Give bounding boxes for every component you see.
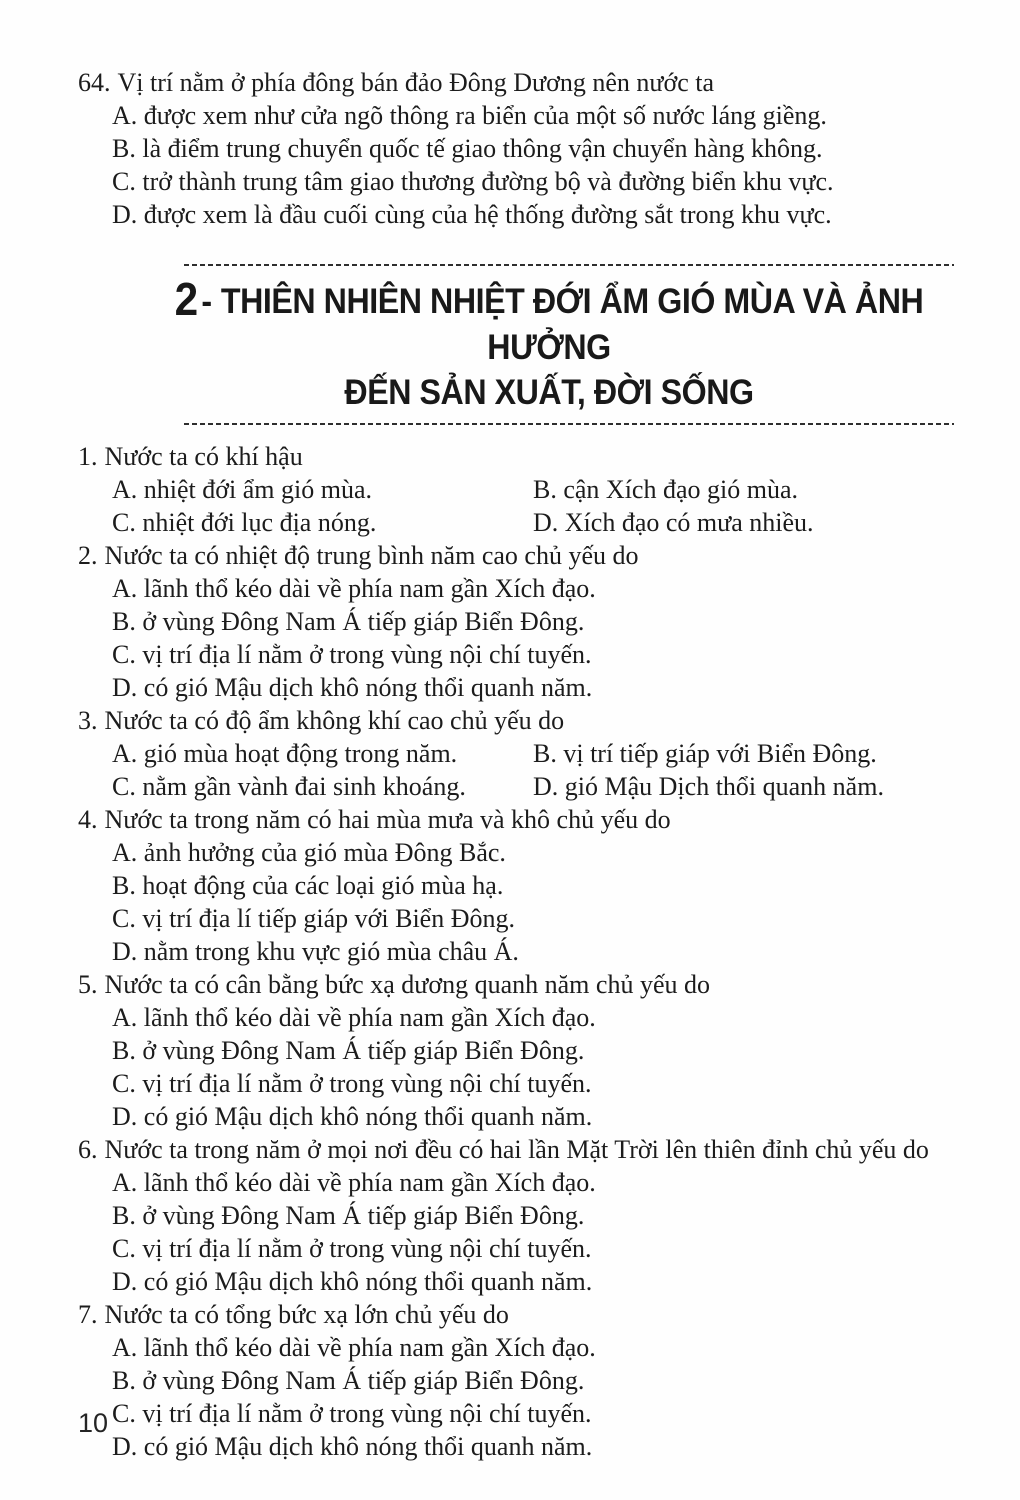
section-header [112, 266, 986, 423]
option-d: D. có gió Mậu dịch khô nóng thổi quanh năm. [112, 1432, 593, 1461]
question-text: Nước ta có độ ẩm không khí cao chủ yếu do [104, 706, 565, 735]
option-a: A. lãnh thổ kéo dài về phía nam gần Xích đạo. [112, 1003, 596, 1032]
option-b: B. ở vùng Đông Nam Á tiếp giáp Biển Đông. [112, 607, 585, 636]
question-stem [78, 1133, 986, 1166]
option-a: A. được xem như cửa ngõ thông ra biển của một số nước láng giềng. [112, 101, 827, 130]
answer-options [112, 1331, 986, 1463]
question-text: Nước ta có tổng bức xạ lớn chủ yếu do [104, 1300, 509, 1329]
option-c: C. vị trí địa lí nằm ở trong vùng nội chí tuyến. [112, 640, 592, 669]
question-4 [78, 803, 986, 968]
option-c: C. trở thành trung tâm giao thương đường bộ và đường biển khu vực. [112, 167, 834, 196]
question-stem [78, 539, 986, 572]
question-stem [78, 968, 986, 1001]
option-d: D. có gió Mậu dịch khô nóng thổi quanh năm. [112, 673, 593, 702]
answer-options [112, 473, 986, 539]
question-text: Vị trí nằm ở phía đông bán đảo Đông Dương nên nước ta [117, 68, 715, 97]
option-b: B. ở vùng Đông Nam Á tiếp giáp Biển Đông. [112, 1366, 585, 1395]
question-text: Nước ta trong năm ở mọi nơi đều có hai lần Mặt Trời lên thiên đỉnh chủ yếu do [104, 1135, 929, 1164]
question-number: 6. [78, 1135, 98, 1164]
option-c: C. vị trí địa lí nằm ở trong vùng nội chí tuyến. [112, 1234, 592, 1263]
page-number: 10 [78, 1408, 109, 1438]
question-6 [78, 1133, 986, 1298]
question-number: 4. [78, 805, 98, 834]
section-title-line2: ĐẾN SẢN XUẤT, ĐỜI SỐNG [344, 373, 754, 412]
question-text: Nước ta có cân bằng bức xạ dương quanh năm chủ yếu do [104, 970, 710, 999]
question-text: Nước ta trong năm có hai mùa mưa và khô chủ yếu do [104, 805, 671, 834]
question-3 [78, 704, 986, 803]
option-b: B. hoạt động của các loại gió mùa hạ. [112, 871, 504, 900]
answer-options [112, 1001, 986, 1133]
section-title-text: THIÊN NHIÊN NHIỆT ĐỚI ẨM GIÓ MÙA VÀ ẢNH HƯỞNG [220, 282, 924, 367]
option-a: A. ảnh hưởng của gió mùa Đông Bắc. [112, 838, 506, 867]
section-number: 2 [174, 273, 198, 325]
answer-options [112, 836, 986, 968]
option-c: C. vị trí địa lí nằm ở trong vùng nội chí tuyến. [112, 1399, 592, 1428]
option-a: A. nhiệt đới ẩm gió mùa. [112, 475, 372, 504]
question-stem [78, 1298, 986, 1331]
question-stem [78, 704, 986, 737]
question-text: Nước ta có khí hậu [104, 442, 303, 471]
question-number: 64. [78, 68, 111, 97]
option-a: A. lãnh thổ kéo dài về phía nam gần Xích đạo. [112, 1333, 596, 1362]
option-b: B. là điểm trung chuyển quốc tế giao thông vận chuyển hàng không. [112, 134, 823, 163]
option-a: A. lãnh thổ kéo dài về phía nam gần Xích đạo. [112, 1168, 596, 1197]
option-d: D. có gió Mậu dịch khô nóng thổi quanh năm. [112, 1102, 593, 1131]
option-d: D. được xem là đầu cuối cùng của hệ thống đường sắt trong khu vực. [112, 200, 832, 229]
option-b: B. ở vùng Đông Nam Á tiếp giáp Biển Đông. [112, 1201, 585, 1230]
question-number: 1. [78, 442, 98, 471]
option-d: D. có gió Mậu dịch khô nóng thổi quanh năm. [112, 1267, 593, 1296]
answer-options [112, 572, 986, 704]
option-c: C. vị trí địa lí tiếp giáp với Biển Đông. [112, 904, 515, 933]
answer-options [112, 99, 986, 231]
question-number: 3. [78, 706, 98, 735]
option-c: C. nằm gần vành đai sinh khoáng. [112, 772, 466, 801]
question-number: 2. [78, 541, 98, 570]
option-a: A. lãnh thổ kéo dài về phía nam gần Xích đạo. [112, 574, 596, 603]
question-64 [78, 66, 986, 231]
dashed-divider-bottom [184, 423, 954, 425]
section-title-line1 [147, 273, 951, 371]
question-5 [78, 968, 986, 1133]
question-stem [78, 440, 986, 473]
answer-options [112, 737, 986, 803]
question-number: 7. [78, 1300, 98, 1329]
option-d: D. Xích đạo có mưa nhiều. [533, 508, 814, 537]
option-a: A. gió mùa hoạt động trong năm. [112, 739, 458, 768]
option-c: C. vị trí địa lí nằm ở trong vùng nội chí tuyến. [112, 1069, 592, 1098]
question-text: Nước ta có nhiệt độ trung bình năm cao chủ yếu do [104, 541, 639, 570]
option-d: D. nằm trong khu vực gió mùa châu Á. [112, 937, 519, 966]
question-2 [78, 539, 986, 704]
answer-options [112, 1166, 986, 1298]
option-c: C. nhiệt đới lục địa nóng. [112, 508, 377, 537]
option-b: B. vị trí tiếp giáp với Biển Đông. [533, 739, 877, 768]
question-number: 5. [78, 970, 98, 999]
section-separator: - [201, 282, 212, 321]
question-stem [78, 803, 986, 836]
option-b: B. cận Xích đạo gió mùa. [533, 475, 798, 504]
question-stem [78, 66, 986, 99]
option-d: D. gió Mậu Dịch thổi quanh năm. [533, 772, 884, 801]
question-1 [78, 440, 986, 539]
option-b: B. ở vùng Đông Nam Á tiếp giáp Biển Đông. [112, 1036, 585, 1065]
